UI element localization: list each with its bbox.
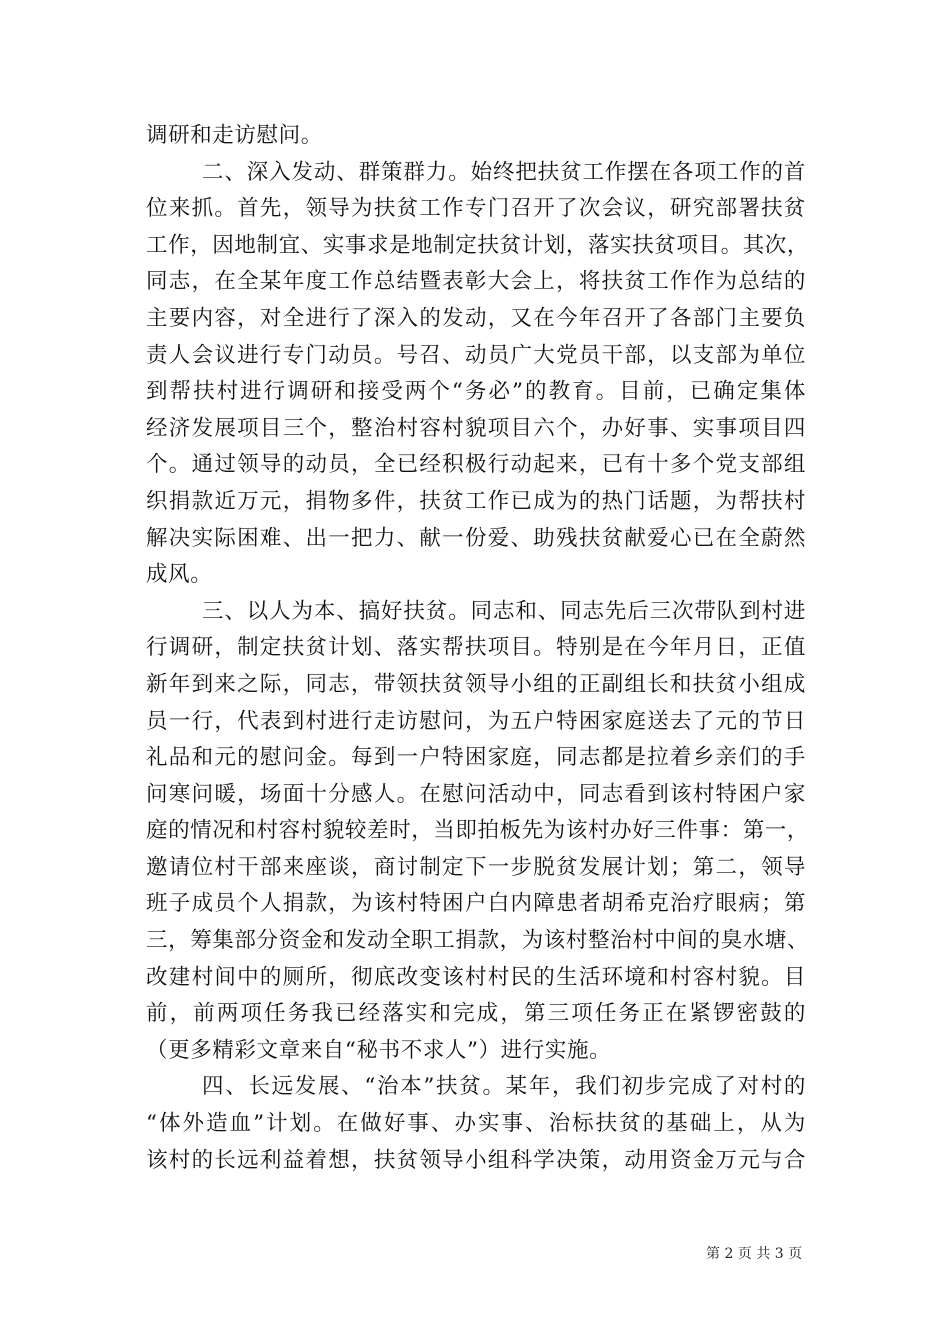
paragraph-line: 班子成员个人捐款，为该村特困户白内障患者胡希克治疗眼病；第 bbox=[146, 891, 806, 917]
paragraph-line: 到帮扶村进行调研和接受两个“务必”的教育。目前，已确定集体 bbox=[146, 379, 806, 405]
paragraph-line: 庭的情况和村容村貌较差时，当即拍板先为该村办好三件事：第一， bbox=[146, 818, 810, 844]
paragraph-line: 问寒问暖，场面十分感人。在慰问活动中，同志看到该村特困户家 bbox=[146, 781, 806, 807]
paragraph-line: 邀请位村干部来座谈，商讨制定下一步脱贫发展计划；第二，领导 bbox=[146, 854, 806, 880]
paragraph-line: 新年到来之际，同志，带领扶贫领导小组的正副组长和扶贫小组成 bbox=[146, 671, 806, 697]
page-number: 第 2 页 共 3 页 bbox=[706, 1246, 803, 1262]
paragraph-line: 个。通过领导的动员，全已经积极行动起来，已有十多个党支部组 bbox=[146, 452, 806, 478]
paragraph-line: 责人会议进行专门动员。号召、动员广大党员干部，以支部为单位 bbox=[146, 342, 806, 368]
paragraph-line: 位来抓。首先，领导为扶贫工作专门召开了次会议，研究部署扶贫 bbox=[146, 196, 806, 222]
paragraph-line: 前，前两项任务我已经落实和完成，第三项任务正在紧锣密鼓的 bbox=[146, 1001, 806, 1027]
paragraph-line: 三、以人为本、搞好扶贫。同志和、同志先后三次带队到村进 bbox=[202, 598, 806, 624]
paragraph-line: 礼品和元的慰问金。每到一户特困家庭，同志都是拉着乡亲们的手 bbox=[146, 745, 806, 771]
paragraph-line: 二、深入发动、群策群力。始终把扶贫工作摆在各项工作的首 bbox=[202, 159, 806, 185]
paragraph-line: 行调研，制定扶贫计划、落实帮扶项目。特别是在今年月日，正值 bbox=[146, 635, 806, 661]
paragraph-line: 四、长远发展、“治本”扶贫。某年，我们初步完成了对村的 bbox=[202, 1074, 806, 1100]
paragraph-line: 织捐款近万元，捐物多件，扶贫工作已成为的热门话题，为帮扶村 bbox=[146, 488, 806, 514]
paragraph-line: 工作，因地制宜、实事求是地制定扶贫计划，落实扶贫项目。其次， bbox=[146, 232, 810, 258]
paragraph-line: 经济发展项目三个，整治村容村貌项目六个，办好事、实事项目四 bbox=[146, 415, 806, 441]
paragraph-line: 改建村间中的厕所，彻底改变该村村民的生活环境和村容村貌。目 bbox=[146, 964, 806, 990]
paragraph-line: （更多精彩文章来自“秘书不求人”）进行实施。 bbox=[146, 1037, 612, 1063]
paragraph-line: 主要内容，对全进行了深入的发动，又在今年召开了各部门主要负 bbox=[146, 305, 806, 331]
paragraph-line: 解决实际困难、出一把力、献一份爱、助残扶贫献爱心已在全蔚然 bbox=[146, 525, 806, 551]
paragraph-line: 同志，在全某年度工作总结暨表彰大会上，将扶贫工作作为总结的 bbox=[146, 269, 806, 295]
paragraph-line: 三，筹集部分资金和发动全职工捐款，为该村整治村中间的臭水塘、 bbox=[146, 928, 810, 954]
paragraph-line: “体外造血”计划。在做好事、办实事、治标扶贫的基础上，从为 bbox=[146, 1111, 806, 1137]
paragraph-line: 成风。 bbox=[146, 562, 213, 588]
document-body bbox=[146, 118, 810, 1179]
paragraph-line: 该村的长远利益着想，扶贫领导小组科学决策，动用资金万元与合 bbox=[146, 1147, 806, 1173]
paragraph-line: 调研和走访慰问。 bbox=[146, 123, 323, 148]
paragraph-line: 员一行，代表到村进行走访慰问，为五户特困家庭送去了元的节日 bbox=[146, 708, 806, 734]
